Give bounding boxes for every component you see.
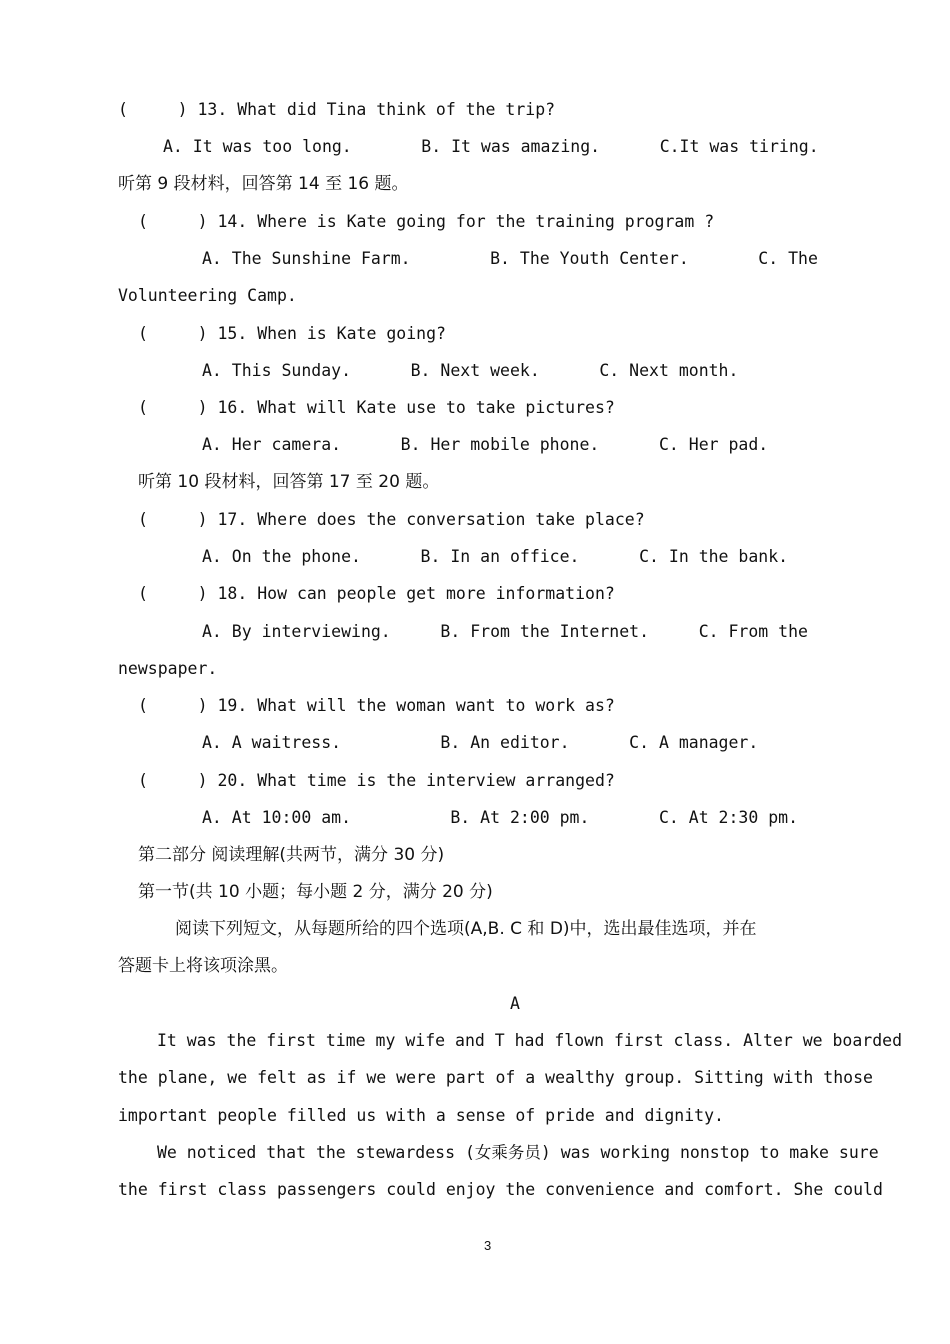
page-number: 3 <box>484 1238 492 1253</box>
passage-line: the plane, we felt as if we were part of a wealthy group. Sitting with those <box>118 1068 873 1087</box>
question-16-options: A. Her camera. B. Her mobile phone. C. Her pad. <box>202 435 769 454</box>
question-19-stem: ( ) 19. What will the woman want to work as? <box>138 696 615 715</box>
passage-line: It was the first time my wife and T had flown first class. Alter we boarded <box>157 1031 903 1050</box>
question-14-options: A. The Sunshine Farm. B. The Youth Center. C. The <box>202 249 818 268</box>
question-14-stem: ( ) 14. Where is Kate going for the training program ? <box>138 212 715 231</box>
part-2-section-1-heading: 第一节(共 10 小题；每小题 2 分，满分 20 分) <box>138 882 493 902</box>
question-17-options: A. On the phone. B. In an office. C. In the bank. <box>202 547 789 566</box>
question-14-options-wrap: Volunteering Camp. <box>118 286 297 305</box>
question-20-stem: ( ) 20. What time is the interview arranged? <box>138 771 615 790</box>
question-15-stem: ( ) 15. When is Kate going? <box>138 324 446 343</box>
passage-line: important people filled us with a sense of pride and dignity. <box>118 1106 724 1125</box>
passage-line: We noticed that the stewardess (女乘务员) was working nonstop to make sure <box>157 1143 879 1162</box>
passage-line: the first class passengers could enjoy the convenience and comfort. She could <box>118 1180 883 1199</box>
question-15-options: A. This Sunday. B. Next week. C. Next month. <box>202 361 739 380</box>
question-13-stem: ( ) 13. What did Tina think of the trip? <box>118 100 556 119</box>
question-13-options: A. It was too long. B. It was amazing. C.It was tiring. <box>163 137 819 156</box>
section-10-heading: 听第 10 段材料，回答第 17 至 20 题。 <box>138 472 440 492</box>
question-20-options: A. At 10:00 am. B. At 2:00 pm. C. At 2:30 pm. <box>202 808 799 827</box>
reading-instruction-line-2: 答题卡上将该项涂黑。 <box>118 956 288 976</box>
section-9-heading: 听第 9 段材料，回答第 14 至 16 题。 <box>118 174 409 194</box>
part-2-heading: 第二部分 阅读理解(共两节，满分 30 分) <box>138 845 445 865</box>
passage-label: A <box>510 994 520 1013</box>
question-18-options-wrap: newspaper. <box>118 659 218 678</box>
question-19-options: A. A waitress. B. An editor. C. A manager. <box>202 733 759 752</box>
question-18-options: A. By interviewing. B. From the Internet. C. From the <box>202 622 808 641</box>
reading-instruction-line-1: 阅读下列短文，从每题所给的四个选项(A,B. C 和 D)中，选出最佳选项，并在 <box>175 919 757 939</box>
question-18-stem: ( ) 18. How can people get more information? <box>138 584 615 603</box>
question-17-stem: ( ) 17. Where does the conversation take place? <box>138 510 645 529</box>
question-16-stem: ( ) 16. What will Kate use to take pictures? <box>138 398 615 417</box>
